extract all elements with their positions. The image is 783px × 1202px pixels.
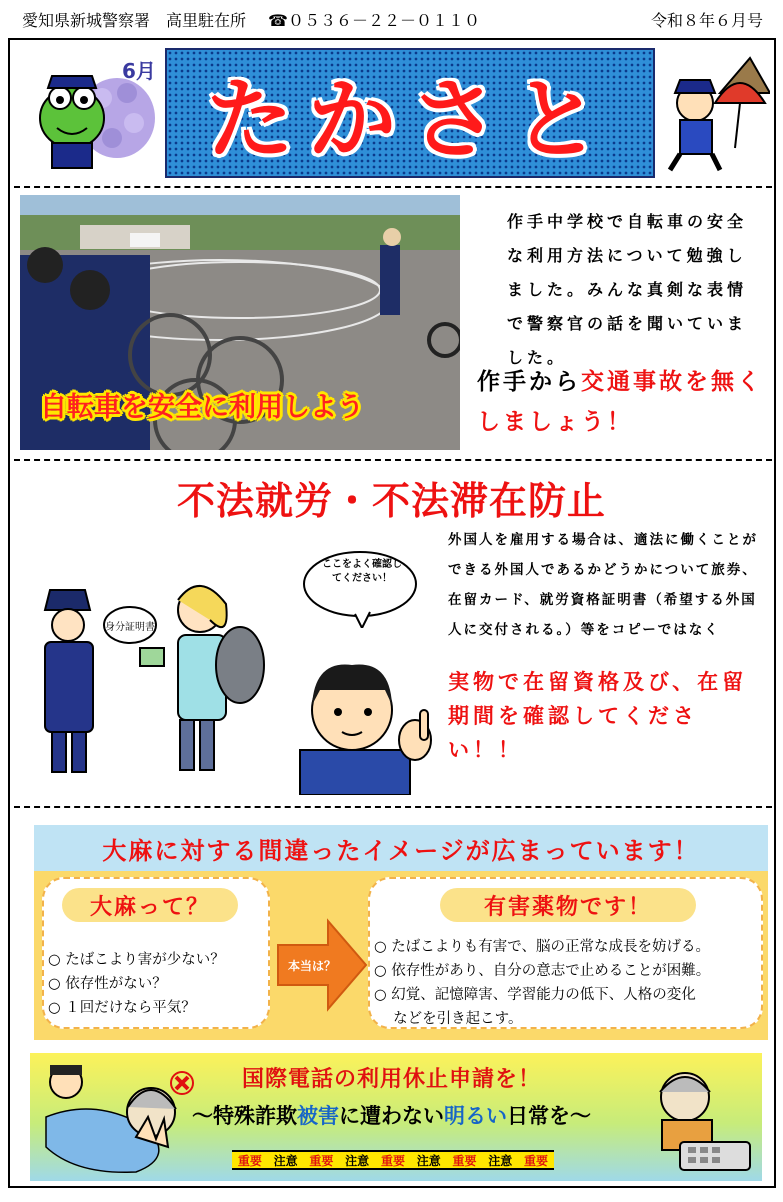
banner-title: 国際電話の利用休止申請を！ xyxy=(241,1067,541,1092)
tape-label: 重要 xyxy=(309,1153,334,1168)
elderly-person-phone-icon xyxy=(640,1062,758,1174)
tape-label: 重要 xyxy=(380,1153,405,1168)
caution-tape xyxy=(232,1150,554,1170)
fact-list xyxy=(374,935,762,1031)
myth-title: 大麻って？ xyxy=(62,888,238,922)
photo-caption: 自転車を安全に利用しよう xyxy=(40,392,364,423)
slogan-part1: 作手から xyxy=(477,369,581,395)
section-divider xyxy=(14,186,772,188)
tape-label: 重要 xyxy=(452,1153,477,1168)
list-item: ○ １回だけなら平気？ xyxy=(48,1000,196,1016)
police-officer-umbrella-icon xyxy=(660,48,770,178)
svg-text:6月: 6月 xyxy=(122,59,156,83)
illegal-work-heading: 不法就労・不法滞在防止 xyxy=(176,479,606,523)
issue-date: 令和８年６月号 xyxy=(650,11,763,30)
phone-number: ☎０５３６－２２－０１１０ xyxy=(268,11,480,30)
traffic-slogan xyxy=(477,362,767,442)
list-item: などを引き起こす。 xyxy=(374,1011,523,1027)
masthead-title-box xyxy=(165,48,655,178)
fact-title: 有害薬物です！ xyxy=(440,888,696,922)
document-label xyxy=(105,620,155,633)
speech-bubble-text: ここをよく確認してください！ xyxy=(322,559,402,584)
list-item: ○ たばこよりも有害で、脳の正常な成長を妨げる。 xyxy=(374,939,710,955)
banner-sub-suffix: 日常を～ xyxy=(507,1104,591,1128)
tape-label: 注意 xyxy=(488,1153,513,1168)
month-badge xyxy=(122,59,156,83)
banner-sub-blue: 被害 xyxy=(297,1104,339,1128)
bicycle-paragraph xyxy=(477,205,765,375)
myth-list xyxy=(48,948,225,1020)
banner-sub-blue2: 明るい xyxy=(444,1104,507,1128)
masthead-title: たかさと xyxy=(205,68,614,171)
list-item: ○ 依存性があり、自分の意志で止めることが困難。 xyxy=(374,963,711,979)
tape-label: 重要 xyxy=(524,1153,549,1168)
tape-label: 重要 xyxy=(237,1153,262,1168)
illegal-work-paragraph: 外国人を雇用する場合は、適法に働くことができる外国人であるかどうかについて旅券、在留カード、就労資格証明書（希望する外国人に交付される。）等をコピーではなく xyxy=(448,532,758,638)
illegal-work-emphasis: 実物で在留資格及び、在留期間を確認してください！！ xyxy=(448,670,748,762)
tape-label: 注意 xyxy=(345,1153,370,1168)
section-divider xyxy=(14,806,772,808)
cannabis-header: 大麻に対する間違ったイメージが広まっています！ xyxy=(34,825,768,871)
banner-sub-mid: に遭わない xyxy=(339,1104,444,1128)
tape-label: 注意 xyxy=(273,1153,298,1168)
list-item: ○ 幻覚、記憶障害、学習能力の低下、人格の変化 xyxy=(374,987,696,1003)
officer-checking-documents-icon xyxy=(30,570,270,780)
newsletter-header xyxy=(22,8,763,30)
station-name: 愛知県新城警察署 高里駐在所 xyxy=(22,11,247,30)
arrow-label: 本当は？ xyxy=(287,959,336,973)
officer-pointing-icon xyxy=(290,640,440,795)
bicycle-paragraph-text: 作手中学校で自転車の安全な利用方法について勉強しました。みんな真剣な表情で警察官の話を聞いていました。 xyxy=(507,212,748,367)
tape-label: 注意 xyxy=(416,1153,441,1168)
list-item: ○ たばこより害が少ない？ xyxy=(48,952,225,968)
banner-sub-prefix: ～特殊詐欺 xyxy=(192,1104,297,1128)
svg-text:身分証明書: 身分証明書 xyxy=(105,622,155,633)
slogan-part2: 交通事故を無くしましょう！ xyxy=(477,369,763,435)
frog-police-mascot-icon xyxy=(22,48,162,178)
list-item: ○ 依存性がない？ xyxy=(48,976,167,992)
section-divider xyxy=(14,459,772,461)
